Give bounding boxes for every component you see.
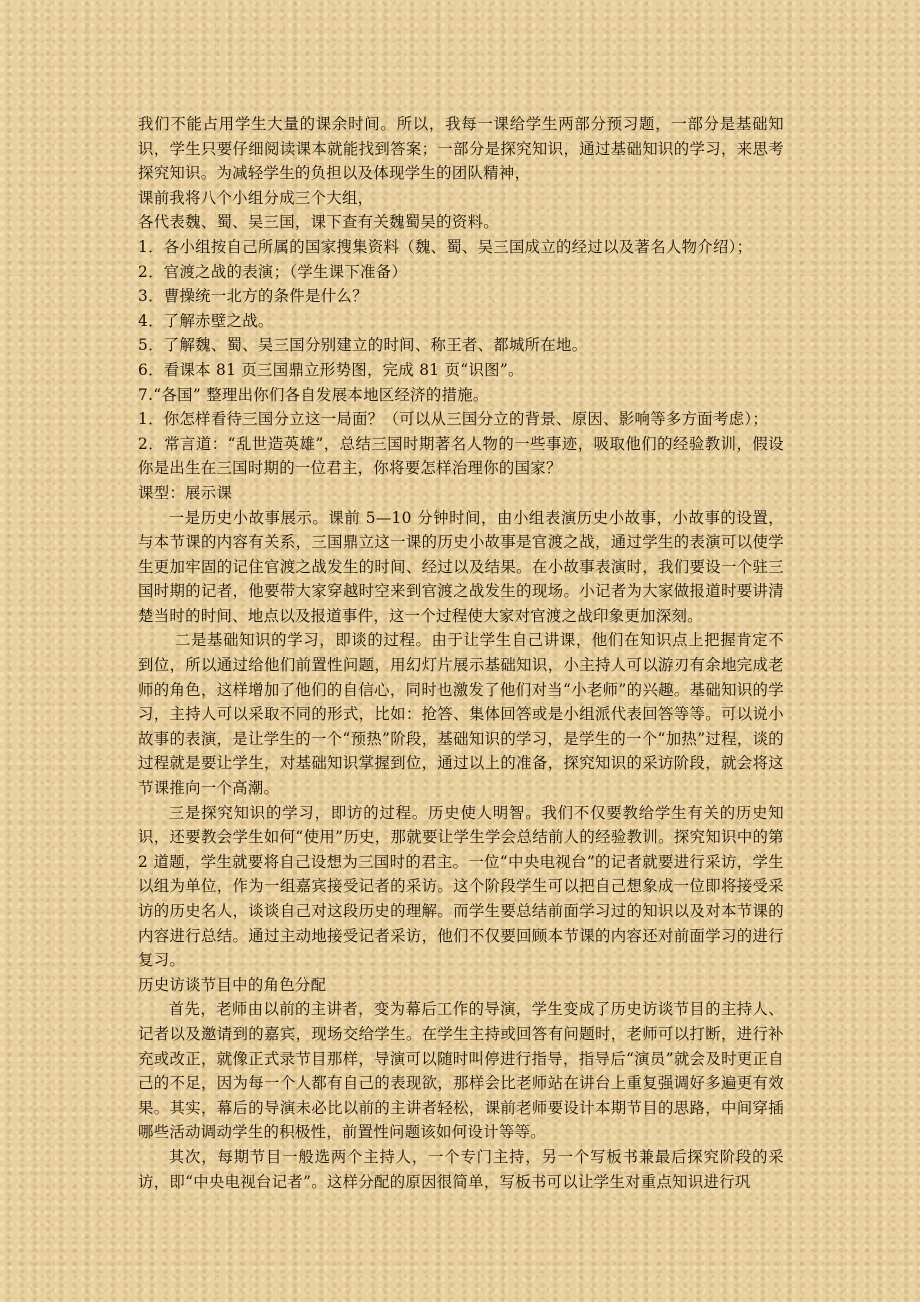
- lesson-type: 课型：展示课: [138, 483, 233, 502]
- intro-paragraph: 我们不能占用学生大量的课余时间。所以，我每一课给学生两部分预习题，一部分是基础知识，学生只要仔细阅读课本就能找到答案；一部分是探究知识，通过基础知识的学习，来思考探究知识。为减轻学生的负担以及体现学生的团队精神，: [138, 115, 784, 183]
- basic-task-2: 2．官渡之战的表演；（学生课下准备）: [138, 262, 408, 281]
- document-page: [138, 112, 784, 1194]
- paragraph-basic-knowledge: 二是基础知识的学习，即谈的过程。由于让学生自己讲课，他们在知识点上把握肯定不到位，所以通过给他们前置性问题，用幻灯片展示基础知识，小主持人可以游刃有余地完成老师的角色，这样增加了他们的自信心，同时也激发了他们对当“小老师”的兴趣。基础知识的学习，主持人可以采取不同的形式，比如：抢答、集体回答或是小组派代表回答等等。可以说小故事的表演，是让学生的一个“预热”阶段，基础知识的学习，是学生的一个“加热”过程，谈的过程就是要让学生，对基础知识掌握到位，通过以上的准备，探究知识的采访阶段，就会将这节课推向一个高潮。: [138, 631, 784, 798]
- basic-task-1: 1．各小组按自己所属的国家搜集资料（魏、蜀、吴三国成立的经过以及著名人物介绍）；: [138, 237, 753, 256]
- basic-task-3: 3．曹操统一北方的条件是什么？: [138, 287, 368, 306]
- paragraph-explore-knowledge: 三是探究知识的学习，即访的过程。历史使人明智。我们不仅要教给学生有关的历史知识，还要教会学生如何“使用”历史，那就要让学生学会总结前人的经验教训。探究知识中的第 2 道题，学生就要将自己设想为三国时的君主。一位“中央电视台”的记者就要进行采访，学生以组为单位，作为一组嘉宾接受记者的采访。这个阶段学生可以把自己想象成一位即将接受采访的历史名人，谈谈自己对这段历史的理解。而学生要总结前面学习过的知识以及对本节课的内容进行总结。通过主动地接受记者采访，他们不仅要回顾本节课的内容还对前面学习的进行复习。: [138, 803, 784, 970]
- group-line-2: 各代表魏、蜀、吴三国，课下查有关魏蜀吴的资料。: [138, 213, 499, 232]
- section-title: 历史访谈节目中的角色分配: [138, 975, 327, 994]
- group-line-1: 课前我将八个小组分成三个大组，: [138, 188, 374, 207]
- basic-task-5: 5．了解魏、蜀、吴三国分别建立的时间、称王者、都城所在地。: [138, 336, 588, 355]
- basic-task-7: 7.“各国” 整理出你们各自发展本地区经济的措施。: [138, 385, 489, 404]
- paragraph-second: 其次，每期节目一般选两个主持人，一个专门主持，另一个写板书兼最后探究阶段的采访，即“中央电视台记者”。这样分配的原因很简单，写板书可以让学生对重点知识进行巩: [138, 1147, 784, 1191]
- paragraph-story: 一是历史小故事展示。课前 5—10 分钟时间，由小组表演历史小故事，小故事的设置，与本节课的内容有关系，三国鼎立这一课的历史小故事是官渡之战，通过学生的表演可以使学生更加牢固的记住官渡之战发生的时间、经过以及结果。在小故事表演时，我们要设一个驻三国时期的记者，他要带大家穿越时空来到官渡之战发生的现场。小记者为大家做报道时要讲清楚当时的时间、地点以及报道事件，这一个过程使大家对官渡之战印象更加深刻。: [138, 508, 784, 625]
- paragraph-first: 首先，老师由以前的主讲者，变为幕后工作的导演，学生变成了历史访谈节目的主持人、记者以及邀请到的嘉宾，现场交给学生。在学生主持或回答有问题时，老师可以打断，进行补充或改正，就像正式录节目那样，导演可以随时叫停进行指导，指导后“演员”就会及时更正自己的不足，因为每一个人都有自己的表现欲，那样会比老师站在讲台上重复强调好多遍更有效果。其实，幕后的导演未必比以前的主讲者轻松，课前老师要设计本期节目的思路，中间穿插哪些活动调动学生的积极性，前置性问题该如何设计等等。: [138, 1000, 784, 1142]
- explore-task-2: 2．常言道：“乱世造英雄”，总结三国时期著名人物的一些事迹，吸取他们的经验教训，假设你是出生在三国时期的一位君主，你将要怎样治理你的国家？: [138, 434, 784, 478]
- basic-task-4: 4．了解赤壁之战。: [138, 311, 274, 330]
- explore-task-1: 1．你怎样看待三国分立这一局面？（可以从三国分立的背景、原因、影响等多方面考虑）；: [138, 410, 769, 429]
- basic-task-6: 6．看课本 81 页三国鼎立形势图，完成 81 页“识图”。: [138, 360, 524, 379]
